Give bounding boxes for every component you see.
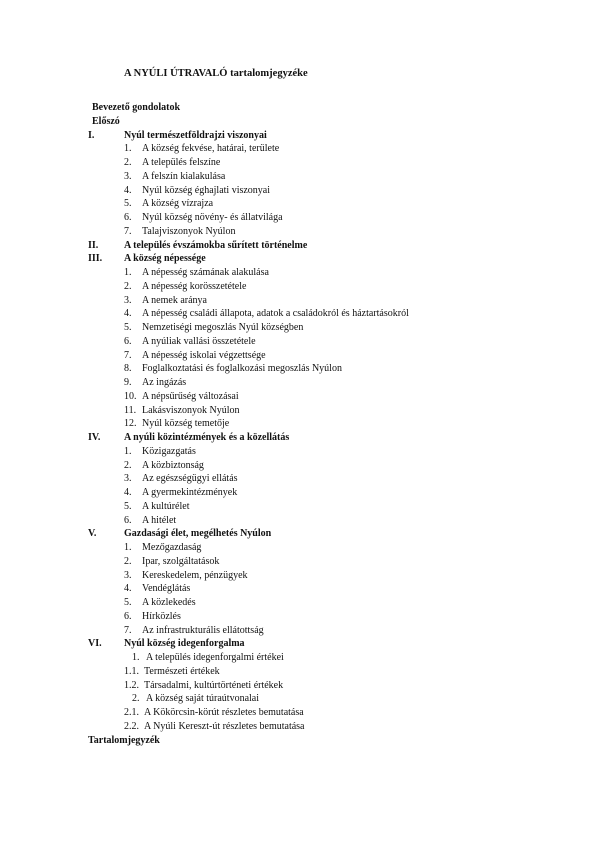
toc-entry — [0, 445, 595, 459]
toc-entry-number: 3. — [124, 569, 132, 581]
toc-entry — [0, 555, 595, 569]
toc-entry-text: Hírközlés — [142, 610, 181, 622]
toc-entry-text: Nemzetiségi megoszlás Nyúl községben — [142, 322, 304, 333]
toc-entry — [0, 459, 595, 473]
toc-entry-number: I. — [88, 129, 95, 141]
toc-entry-text: A község fekvése, határai, területe — [142, 143, 280, 155]
toc-entry — [0, 115, 595, 129]
toc-entry — [0, 637, 595, 651]
toc-entry-number: 4. — [124, 308, 132, 320]
toc-entry-text: Közigazgatás — [142, 445, 196, 457]
toc-entry — [0, 294, 595, 308]
toc-entry-number: 2. — [132, 693, 140, 705]
toc-entry-number: 1. — [124, 143, 132, 155]
toc-entry-text: A település idegenforgalmi értékei — [146, 652, 284, 663]
toc-entry-number: 7. — [124, 624, 132, 636]
toc-entry — [0, 417, 595, 431]
toc-entry-text: Nyúl természetföldrajzi viszonyai — [124, 129, 267, 141]
toc-entry-number: 7. — [124, 225, 132, 237]
toc-entry-text: Kereskedelem, pénzügyek — [142, 569, 248, 581]
toc-entry-number: 8. — [124, 363, 132, 375]
toc-entry — [0, 184, 595, 198]
toc-entry-number: 11. — [124, 404, 137, 416]
toc-entry-text: A gyermekintézmények — [142, 487, 238, 498]
toc-entry — [0, 156, 595, 170]
toc-entry-number: 2. — [124, 280, 132, 292]
toc-entry — [0, 541, 595, 555]
toc-entry-number: 5. — [124, 198, 132, 210]
toc-entry-number: 3. — [124, 294, 132, 306]
toc-entry — [0, 692, 595, 706]
toc-entry — [0, 239, 595, 253]
toc-entry — [0, 225, 595, 239]
toc-entry — [0, 211, 595, 225]
toc-entry-number: 9. — [124, 377, 132, 388]
toc-entry-number: 3. — [124, 473, 132, 485]
toc-entry — [0, 610, 595, 624]
toc-entry — [0, 280, 595, 294]
toc-entry — [0, 665, 595, 679]
toc-entry — [0, 706, 595, 720]
toc-entry — [0, 720, 595, 734]
toc-entry — [0, 335, 595, 349]
toc-entry-text: A népesség iskolai végzettsége — [142, 349, 266, 361]
document-title: A NYÚLI ÚTRAVALÓ tartalomjegyzéke — [124, 68, 308, 79]
toc-entry-number: 6. — [124, 514, 132, 526]
toc-entry — [0, 734, 595, 748]
toc-entry-text: A nyúli közintézmények és a közellátás — [124, 432, 290, 443]
toc-entry-text: A felszín kialakulása — [142, 170, 226, 182]
toc-entry — [0, 431, 595, 445]
toc-entry-text: Tartalomjegyzék — [88, 734, 160, 746]
toc-entry-text: Az ingázás — [142, 377, 187, 388]
toc-entry-text: A népsűrűség változásai — [142, 390, 239, 402]
toc-entry — [0, 197, 595, 211]
toc-entry-text: Az egészségügyi ellátás — [142, 473, 238, 485]
toc-entry — [0, 129, 595, 143]
toc-entry — [0, 514, 595, 528]
toc-entry — [0, 569, 595, 583]
toc-entry-number: 3. — [124, 170, 132, 182]
toc-entry-number: 2. — [124, 459, 132, 471]
toc-entry-text: A község vízrajza — [142, 198, 214, 210]
toc-entry-number: 7. — [124, 349, 132, 361]
toc-entry-number: 1. — [132, 652, 140, 663]
toc-entry-text: Nyúl község idegenforgalma — [124, 638, 245, 650]
toc-entry — [0, 472, 595, 486]
toc-entry-text: A település felszíne — [142, 157, 221, 168]
toc-entry-text: Előszó — [92, 115, 120, 127]
toc-entry-number: 6. — [124, 335, 132, 347]
toc-entry — [0, 527, 595, 541]
toc-entry-text: A Nyúli Kereszt-út részletes bemutatása — [144, 720, 305, 732]
toc-entry-number: 4. — [124, 583, 132, 595]
toc-entry-text: Az infrastrukturális ellátottság — [142, 624, 264, 636]
toc-entry-text: Talajviszonyok Nyúlon — [142, 225, 236, 237]
toc-entry-number: 5. — [124, 500, 132, 512]
toc-entry-number: 4. — [124, 184, 132, 196]
toc-entry-text: A kultúrélet — [142, 500, 190, 512]
toc-entry-number: V. — [88, 528, 97, 540]
toc-entry-text: A nyúliak vallási összetétele — [142, 335, 256, 347]
toc-entry-number: 1. — [124, 542, 132, 553]
toc-entry — [0, 679, 595, 693]
toc-entry-text: A közlekedés — [142, 597, 196, 608]
toc-entry-number: 5. — [124, 322, 132, 333]
toc-entry — [0, 596, 595, 610]
toc-entry-text: Gazdasági élet, megélhetés Nyúlon — [124, 528, 272, 540]
toc-entry-text: Vendéglátás — [142, 583, 191, 595]
toc-entry-text: A nemek aránya — [142, 294, 207, 306]
toc-entry-text: A település évszámokba sűrített történelme — [124, 239, 308, 251]
toc-entry-number: IV. — [88, 432, 101, 443]
toc-entry-number: 1.1. — [124, 665, 139, 677]
toc-entry — [0, 404, 595, 418]
toc-entry-number: VI. — [88, 638, 102, 650]
toc-entry-number: 6. — [124, 610, 132, 622]
toc-entry-text: Foglalkoztatási és foglalkozási megoszlás Nyúlon — [142, 363, 342, 375]
toc-entry-number: 2.1. — [124, 707, 139, 718]
toc-entry-text: Nyúl község növény- és állatvilága — [142, 212, 283, 223]
toc-entry — [0, 486, 595, 500]
toc-entry — [0, 651, 595, 665]
toc-entry-number: 6. — [124, 212, 132, 223]
toc-entry — [0, 101, 595, 115]
toc-entry-text: A népesség családi állapota, adatok a családokról és háztartásokról — [142, 308, 409, 320]
toc-entry-text: Nyúl község temetője — [142, 418, 230, 430]
toc-entry-text: Társadalmi, kultúrtörténeti értékek — [144, 679, 284, 691]
toc-entry-number: 10. — [124, 390, 137, 402]
toc-entry-text: Mezőgazdaság — [142, 542, 202, 553]
toc-entry-number: II. — [88, 239, 99, 251]
toc-entry-text: A népesség számának alakulása — [142, 267, 269, 278]
toc-entry — [0, 376, 595, 390]
toc-entry — [0, 307, 595, 321]
toc-entry-number: 1.2. — [124, 679, 139, 691]
toc-entry-text: A népesség korösszetétele — [142, 280, 247, 292]
toc-entry — [0, 349, 595, 363]
toc-entry — [0, 252, 595, 266]
toc-entry-number: 2.2. — [124, 720, 139, 732]
toc-entry-number: 2. — [124, 157, 132, 168]
toc-entry — [0, 390, 595, 404]
toc-entry — [0, 362, 595, 376]
toc-entry-number: 2. — [124, 555, 132, 567]
toc-entry-text: Nyúl község éghajlati viszonyai — [142, 184, 271, 196]
toc-entry-text: A közbiztonság — [142, 459, 204, 471]
toc-entry-text: Lakásviszonyok Nyúlon — [142, 404, 240, 416]
toc-entry — [0, 500, 595, 514]
toc-entry-text: Természeti értékek — [144, 665, 220, 677]
toc-entry — [0, 142, 595, 156]
toc-entry-number: III. — [88, 253, 103, 265]
toc-entry-number: 5. — [124, 597, 132, 608]
toc-entry — [0, 582, 595, 596]
table-of-contents — [0, 101, 595, 747]
toc-entry-number: 4. — [124, 487, 132, 498]
toc-entry — [0, 266, 595, 280]
toc-entry-number: 12. — [124, 418, 137, 430]
toc-entry-number: 1. — [124, 267, 132, 278]
toc-entry-text: A Kökörcsin-körút részletes bemutatása — [144, 707, 304, 718]
toc-entry — [0, 624, 595, 638]
toc-entry-text: A község saját túraútvonalai — [146, 693, 260, 705]
toc-entry-text: Ipar, szolgáltatások — [142, 555, 220, 567]
toc-entry-number: 1. — [124, 445, 132, 457]
toc-entry-text: A község népessége — [124, 253, 206, 265]
toc-entry-text: A hitélet — [142, 514, 177, 526]
toc-entry — [0, 321, 595, 335]
toc-entry-text: Bevezető gondolatok — [92, 102, 181, 113]
toc-entry — [0, 170, 595, 184]
